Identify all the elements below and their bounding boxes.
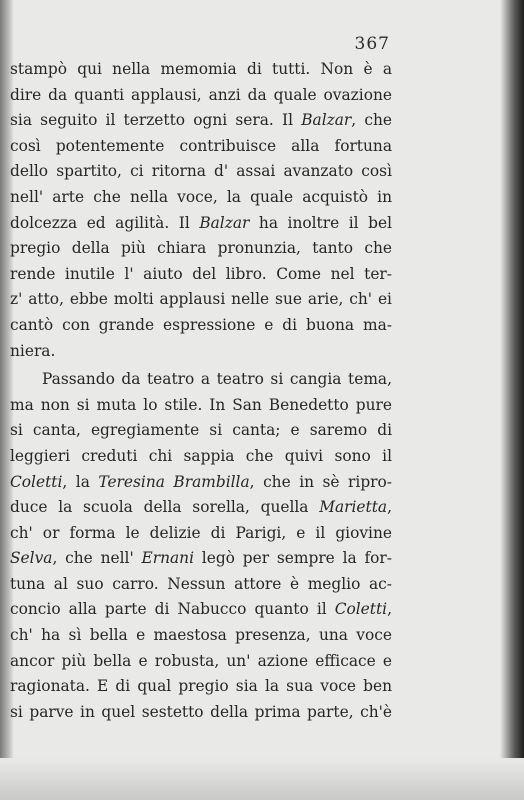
- text-line: dolcezza ed agilità. Il Balzar ha inoltre il bel: [10, 213, 392, 232]
- text-line: Passando da teatro a teatro si cangia tema,: [42, 370, 392, 389]
- text-line: niera.: [10, 341, 56, 360]
- text-line: Selva, che nell' Ernani legò per sempre la for-: [10, 549, 392, 568]
- text-line: ch' or forma le delizie di Parigi, e il giovine: [10, 523, 392, 542]
- text-line: Coletti, la Teresina Brambilla, che in sè ripro-: [10, 472, 392, 491]
- page-bottom-shade: [0, 758, 524, 800]
- text-line: concio alla parte di Nabucco quanto il Coletti,: [10, 600, 392, 619]
- text-line: ancor più bella e robusta, un' azione efficace e: [10, 651, 392, 670]
- text-line: pregio della più chiara pronunzia, tanto che: [10, 239, 392, 258]
- text-line: dire da quanti applausi, anzi da quale ovazione: [10, 85, 392, 104]
- text-line: cantò con grande espressione e di buona ma-: [10, 315, 392, 334]
- paragraph: [10, 367, 392, 725]
- text-line: si parve in quel sestetto della prima parte, ch'è: [10, 702, 392, 721]
- text-line: ma non si muta lo stile. In San Benedetto pure: [10, 395, 392, 414]
- text-line: tuna al suo carro. Nessun attore è meglio ac-: [10, 574, 392, 593]
- text-line: si canta, egregiamente si canta; e saremo di: [10, 421, 392, 440]
- text-line: ch' ha sì bella e maestosa presenza, una voce: [10, 626, 392, 645]
- body-text: [10, 57, 392, 725]
- text-line: nell' arte che nella voce, la quale acquistò in: [10, 187, 392, 206]
- page-edge-shadow: [500, 0, 524, 800]
- text-line: così potentemente contribuisce alla fortuna: [10, 136, 392, 155]
- text-line: stampò qui nella memomia di tutti. Non è a: [10, 60, 392, 78]
- text-line: sia seguito il terzetto ogni sera. Il Balzar, che: [10, 111, 392, 130]
- text-line: leggieri creduti chi sappia che quivi sono il: [10, 446, 392, 465]
- paragraph: [10, 57, 392, 364]
- text-line: duce la scuola della sorella, quella Marietta,: [10, 498, 392, 517]
- text-line: dello spartito, ci ritorna d' assai avanzato così: [10, 162, 392, 181]
- text-line: ragionata. E di qual pregio sia la sua voce ben: [10, 677, 392, 696]
- page-number: 367: [354, 34, 390, 54]
- text-line: z' atto, ebbe molti applausi nelle sue arie, ch' ei: [10, 290, 392, 309]
- text-line: rende inutile l' aiuto del libro. Come nel ter-: [10, 264, 392, 283]
